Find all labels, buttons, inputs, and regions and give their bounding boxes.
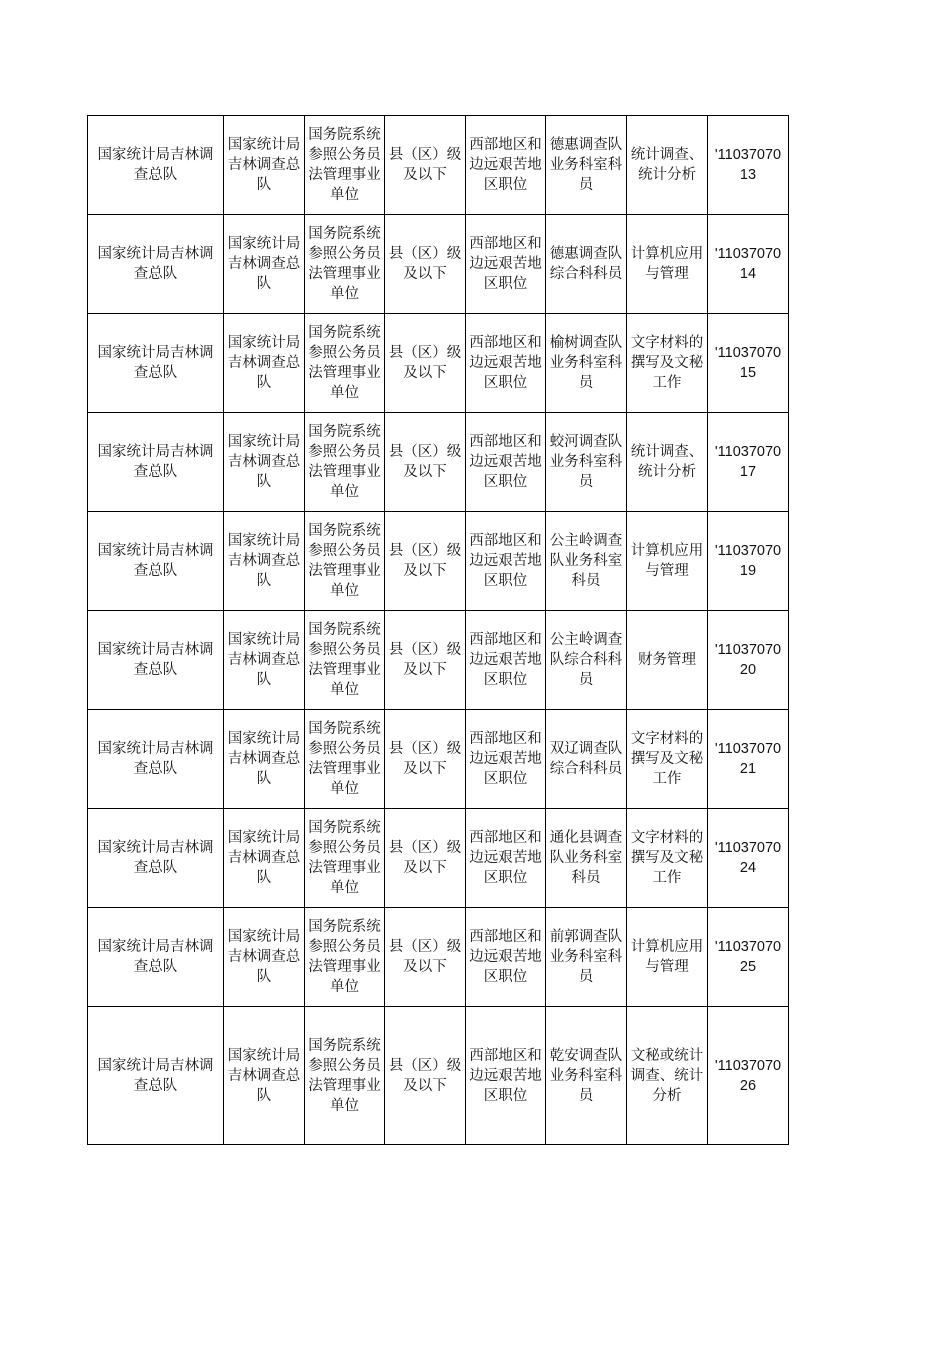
cell-duty: 文字材料的撰写及文秘工作 [627, 710, 708, 809]
cell-department: 国家统计局吉林调查总队 [88, 116, 224, 215]
cell-unit: 国家统计局吉林调查总队 [224, 413, 305, 512]
cell-category: 西部地区和边远艰苦地区职位 [466, 116, 546, 215]
cell-duty: 统计调查、统计分析 [627, 413, 708, 512]
table-row [88, 116, 789, 215]
cell-unit-nature: 国务院系统参照公务员法管理事业单位 [305, 1007, 385, 1145]
cell-position: 德惠调查队综合科科员 [546, 215, 627, 314]
cell-unit-nature: 国务院系统参照公务员法管理事业单位 [305, 413, 385, 512]
cell-duty: 文字材料的撰写及文秘工作 [627, 314, 708, 413]
cell-position: 公主岭调查队业务科室科员 [546, 512, 627, 611]
cell-position-code: '1103707020 [708, 611, 789, 710]
cell-unit: 国家统计局吉林调查总队 [224, 215, 305, 314]
table-row [88, 710, 789, 809]
cell-category: 西部地区和边远艰苦地区职位 [466, 710, 546, 809]
cell-position: 前郭调查队业务科室科员 [546, 908, 627, 1007]
cell-department: 国家统计局吉林调查总队 [88, 512, 224, 611]
table-row [88, 215, 789, 314]
cell-level: 县（区）级及以下 [385, 413, 466, 512]
cell-department: 国家统计局吉林调查总队 [88, 413, 224, 512]
table-row [88, 314, 789, 413]
cell-level: 县（区）级及以下 [385, 710, 466, 809]
cell-duty: 计算机应用与管理 [627, 215, 708, 314]
cell-position: 乾安调查队业务科室科员 [546, 1007, 627, 1145]
cell-duty: 统计调查、统计分析 [627, 116, 708, 215]
cell-unit: 国家统计局吉林调查总队 [224, 314, 305, 413]
cell-department: 国家统计局吉林调查总队 [88, 611, 224, 710]
cell-department: 国家统计局吉林调查总队 [88, 809, 224, 908]
cell-level: 县（区）级及以下 [385, 908, 466, 1007]
cell-category: 西部地区和边远艰苦地区职位 [466, 611, 546, 710]
cell-level: 县（区）级及以下 [385, 314, 466, 413]
cell-position-code: '1103707014 [708, 215, 789, 314]
cell-unit-nature: 国务院系统参照公务员法管理事业单位 [305, 215, 385, 314]
cell-unit: 国家统计局吉林调查总队 [224, 710, 305, 809]
cell-unit-nature: 国务院系统参照公务员法管理事业单位 [305, 611, 385, 710]
job-listing-table [87, 115, 789, 1145]
cell-position: 德惠调查队业务科室科员 [546, 116, 627, 215]
cell-category: 西部地区和边远艰苦地区职位 [466, 215, 546, 314]
cell-level: 县（区）级及以下 [385, 116, 466, 215]
cell-position-code: '1103707015 [708, 314, 789, 413]
table-row [88, 413, 789, 512]
table-row [88, 512, 789, 611]
cell-department: 国家统计局吉林调查总队 [88, 314, 224, 413]
cell-duty: 计算机应用与管理 [627, 908, 708, 1007]
cell-duty: 文秘或统计调查、统计分析 [627, 1007, 708, 1145]
cell-unit: 国家统计局吉林调查总队 [224, 809, 305, 908]
cell-position-code: '1103707025 [708, 908, 789, 1007]
cell-position: 通化县调查队业务科室科员 [546, 809, 627, 908]
cell-level: 县（区）级及以下 [385, 1007, 466, 1145]
cell-unit-nature: 国务院系统参照公务员法管理事业单位 [305, 908, 385, 1007]
cell-position: 公主岭调查队综合科科员 [546, 611, 627, 710]
cell-position-code: '1103707013 [708, 116, 789, 215]
cell-unit: 国家统计局吉林调查总队 [224, 908, 305, 1007]
table-row [88, 1007, 789, 1145]
cell-unit-nature: 国务院系统参照公务员法管理事业单位 [305, 809, 385, 908]
cell-position-code: '1103707017 [708, 413, 789, 512]
cell-category: 西部地区和边远艰苦地区职位 [466, 413, 546, 512]
cell-position-code: '1103707019 [708, 512, 789, 611]
cell-category: 西部地区和边远艰苦地区职位 [466, 512, 546, 611]
cell-level: 县（区）级及以下 [385, 809, 466, 908]
cell-level: 县（区）级及以下 [385, 215, 466, 314]
table-body [88, 116, 789, 1145]
cell-department: 国家统计局吉林调查总队 [88, 908, 224, 1007]
cell-category: 西部地区和边远艰苦地区职位 [466, 908, 546, 1007]
cell-category: 西部地区和边远艰苦地区职位 [466, 314, 546, 413]
table-row [88, 908, 789, 1007]
cell-unit: 国家统计局吉林调查总队 [224, 116, 305, 215]
cell-unit-nature: 国务院系统参照公务员法管理事业单位 [305, 116, 385, 215]
cell-position: 双辽调查队综合科科员 [546, 710, 627, 809]
cell-department: 国家统计局吉林调查总队 [88, 710, 224, 809]
cell-unit-nature: 国务院系统参照公务员法管理事业单位 [305, 710, 385, 809]
cell-position-code: '1103707024 [708, 809, 789, 908]
cell-unit: 国家统计局吉林调查总队 [224, 512, 305, 611]
cell-unit-nature: 国务院系统参照公务员法管理事业单位 [305, 314, 385, 413]
cell-duty: 财务管理 [627, 611, 708, 710]
cell-category: 西部地区和边远艰苦地区职位 [466, 809, 546, 908]
cell-level: 县（区）级及以下 [385, 512, 466, 611]
cell-unit: 国家统计局吉林调查总队 [224, 611, 305, 710]
cell-position: 蛟河调查队业务科室科员 [546, 413, 627, 512]
cell-position-code: '1103707026 [708, 1007, 789, 1145]
cell-department: 国家统计局吉林调查总队 [88, 215, 224, 314]
cell-unit-nature: 国务院系统参照公务员法管理事业单位 [305, 512, 385, 611]
cell-department: 国家统计局吉林调查总队 [88, 1007, 224, 1145]
table-row [88, 809, 789, 908]
table-row [88, 611, 789, 710]
cell-duty: 计算机应用与管理 [627, 512, 708, 611]
cell-position-code: '1103707021 [708, 710, 789, 809]
cell-level: 县（区）级及以下 [385, 611, 466, 710]
cell-category: 西部地区和边远艰苦地区职位 [466, 1007, 546, 1145]
cell-unit: 国家统计局吉林调查总队 [224, 1007, 305, 1145]
cell-duty: 文字材料的撰写及文秘工作 [627, 809, 708, 908]
cell-position: 榆树调查队业务科室科员 [546, 314, 627, 413]
